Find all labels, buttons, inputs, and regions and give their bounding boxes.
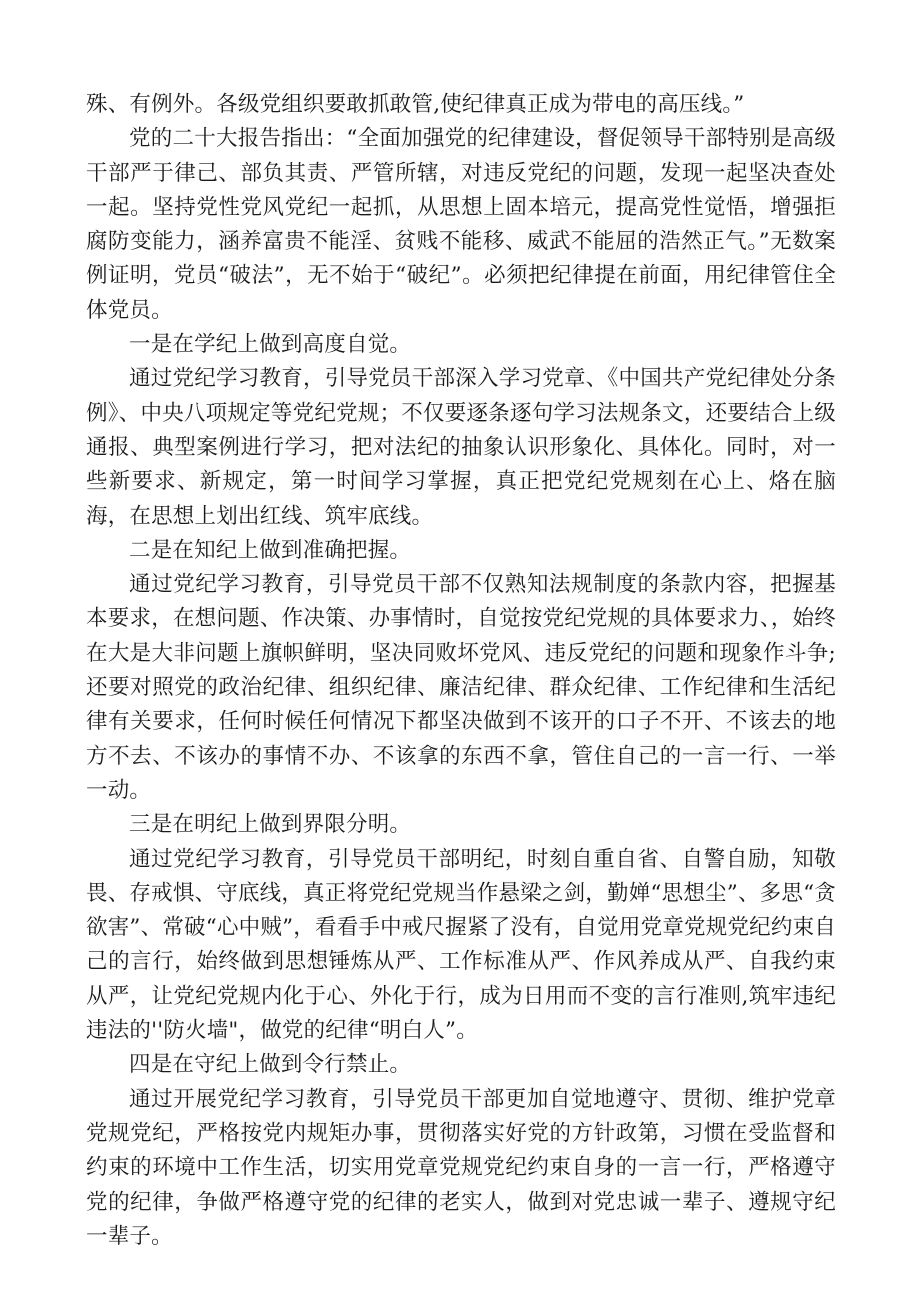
paragraph-point-one: 通过党纪学习教育，引导党员干部深入学习党章、《中国共产党纪律处分条例》、中央八项规定等党纪党规；不仅要逐条逐句学习法规条文，还要结合上级通报、典型案例进行学习，把对法纪的抽象认识形象化、具体化。同时，对一些新要求、新规定，第一时间学习掌握，真正把党纪党规刻在心上、烙在脑海，在思想上划出红线、筑牢底线。	[86, 366, 836, 529]
paragraph-report-quote: 党的二十大报告指出：“全面加强党的纪律建设，督促领导干部特别是高级干部严于律己、部负其责、严管所辖，对违反党纪的问题，发现一起坚决查处一起。坚持党性党风党纪一起抓，从思想上固本培元，提高党性觉悟，增强拒腐防变能力，涵养富贵不能淫、贫贱不能移、威武不能屈的浩然正气。”无数案例证明，党员“破法”，无不始于“破纪”。必须把纪律提在前面，用纪律管住全体党员。	[86, 126, 836, 323]
paragraph-point-three: 通过党纪学习教育，引导党员干部明纪，时刻自重自省、自警自励，知敬畏、存戒惧、守底线，真正将党纪党规当作悬梁之剑，勤婵“思想尘”、多思“贪欲害”、常破“心中贼”，看看手中戒尺握紧了没有，自觉用党章党规党纪约束自己的言行，始终做到思想锤炼从严、工作标准从严、作风养成从严、自我约束从严，让党纪党规内化于心、外化于行，成为日用而不变的言行准则,筑牢违纪违法的''防火墙"，做党的纪律“明白人”。	[86, 846, 836, 1044]
heading-point-three: 三是在明纪上做到界限分明。	[129, 812, 412, 838]
heading-point-two: 二是在知纪上做到准确把握。	[129, 537, 412, 563]
paragraph-continued: 殊、有例外。各级党组织要敢抓敢管,使纪律真正成为带电的高压线。”	[86, 92, 745, 117]
paragraph-point-four: 通过开展党纪学习教育，引导党员干部更加自觉地遵守、贯彻、维护党章党规党纪，严格按党内规矩办事，贯彻落实好党的方针政第，习惯在受监督和约束的环境中工作生活，切实用党章党规党纪约束自身的一言一行，严格遵守党的纪律，争做严格遵守党的纪律的老实人，做到对党忠诚一辈子、遵规守纪一辈子。	[86, 1086, 836, 1249]
heading-point-one: 一是在学纪上做到高度自觉。	[129, 332, 412, 358]
paragraph-point-two: 通过党纪学习教育，引导党员干部不仅熟知法规制度的条款内容，把握基本要求，在想问题、作决策、办事情时，自觉按党纪党规的具体要求力、，始终在大是大非问题上旗帜鲜明，坚决同败坏党风、违反党纪的问题和现象作斗争;还要对照党的政治纪律、组织纪律、廉洁纪律、群众纪律、工作纪律和生活纪律有关要求，任何时候任何情况下都坚决做到不该开的口子不开、不该去的地方不去、不该办的事情不办、不该拿的东西不拿，管住自己的一言一行、一举一动。	[86, 572, 836, 803]
document-page	[86, 88, 836, 1254]
heading-point-four: 四是在守纪上做到令行禁止。	[129, 1052, 412, 1078]
